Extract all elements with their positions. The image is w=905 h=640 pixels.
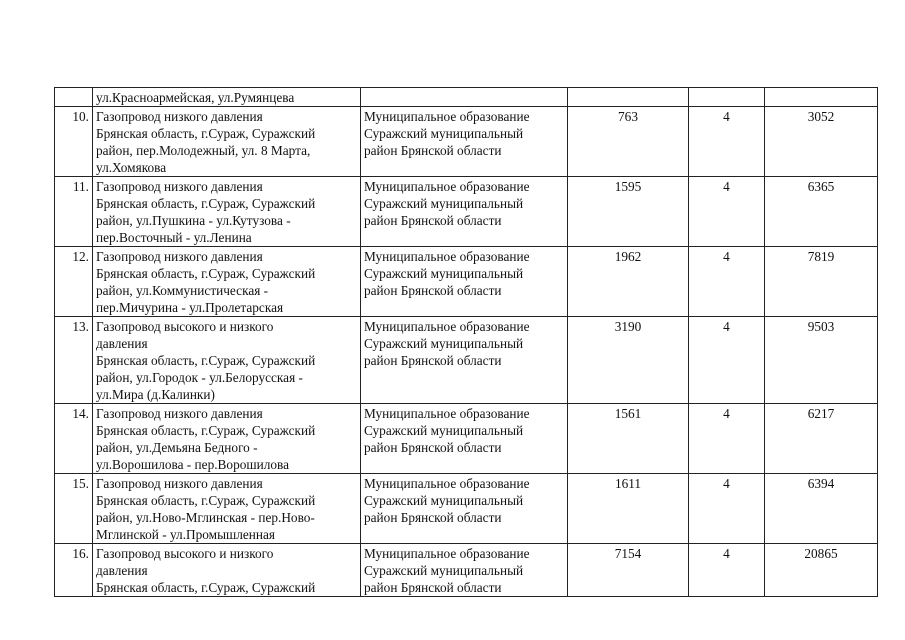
- owner-line: район Брянской области: [364, 353, 502, 368]
- cell-category: 4: [689, 404, 765, 474]
- owner-line: Суражский муниципальный: [364, 336, 524, 351]
- cell-number: 12.: [55, 247, 93, 317]
- cell-category: 4: [689, 177, 765, 247]
- cell-owner: [361, 107, 568, 177]
- cell-category: 4: [689, 474, 765, 544]
- table-row: [55, 474, 878, 544]
- cell-value: 9503: [765, 317, 878, 404]
- cell-owner: [361, 177, 568, 247]
- owner-line: Суражский муниципальный: [364, 126, 524, 141]
- table-row: [55, 177, 878, 247]
- name-line: Газопровод низкого давления: [96, 406, 263, 421]
- name-line: район, ул.Пушкина - ул.Кутузова -: [96, 213, 291, 228]
- name-line: пер.Мичурина - ул.Пролетарская: [96, 300, 284, 315]
- cell-length: 1561: [568, 404, 689, 474]
- name-line: давления: [96, 563, 148, 578]
- cell-name: [93, 404, 361, 474]
- owner-line: Муниципальное образование: [364, 476, 530, 491]
- owner-line: Муниципальное образование: [364, 109, 530, 124]
- cell-length: 1595: [568, 177, 689, 247]
- cell-name: [93, 474, 361, 544]
- name-line: Брянская область, г.Сураж, Суражский: [96, 580, 316, 595]
- cell-owner: [361, 474, 568, 544]
- cell-category: 4: [689, 544, 765, 597]
- owner-line: Муниципальное образование: [364, 546, 530, 561]
- cell-value: 6394: [765, 474, 878, 544]
- cell-value: 20865: [765, 544, 878, 597]
- table-row: [55, 107, 878, 177]
- cell-owner: [361, 404, 568, 474]
- name-line: ул.Хомякова: [96, 160, 167, 175]
- name-line: Газопровод низкого давления: [96, 249, 263, 264]
- cell-length: 7154: [568, 544, 689, 597]
- cell-category: [689, 88, 765, 107]
- name-line: Газопровод высокого и низкого: [96, 319, 274, 334]
- cell-owner: [361, 544, 568, 597]
- name-line: Газопровод высокого и низкого: [96, 546, 274, 561]
- owner-line: Суражский муниципальный: [364, 266, 524, 281]
- cell-name: [93, 107, 361, 177]
- cell-value: 3052: [765, 107, 878, 177]
- table-body: [55, 88, 878, 597]
- cell-name: [93, 88, 361, 107]
- name-line: ул.Ворошилова - пер.Ворошилова: [96, 457, 290, 472]
- cell-value: 7819: [765, 247, 878, 317]
- owner-line: район Брянской области: [364, 510, 502, 525]
- table-row: [55, 544, 878, 597]
- continuation-text: ул.Красноармейская, ул.Румянцева: [96, 90, 295, 105]
- name-line: Брянская область, г.Сураж, Суражский: [96, 493, 316, 508]
- cell-number: [55, 88, 93, 107]
- name-line: район, ул.Демьяна Бедного -: [96, 440, 258, 455]
- cell-length: 1611: [568, 474, 689, 544]
- cell-name: [93, 247, 361, 317]
- owner-line: Муниципальное образование: [364, 406, 530, 421]
- owner-line: район Брянской области: [364, 283, 502, 298]
- cell-value: [765, 88, 878, 107]
- table-row: [55, 317, 878, 404]
- name-line: Газопровод низкого давления: [96, 109, 263, 124]
- table-row: [55, 247, 878, 317]
- owner-line: Суражский муниципальный: [364, 196, 524, 211]
- cell-length: 3190: [568, 317, 689, 404]
- name-line: район, пер.Молодежный, ул. 8 Марта,: [96, 143, 311, 158]
- cell-owner: [361, 88, 568, 107]
- owner-line: Муниципальное образование: [364, 249, 530, 264]
- cell-value: 6217: [765, 404, 878, 474]
- name-line: Брянская область, г.Сураж, Суражский: [96, 423, 316, 438]
- owner-line: Суражский муниципальный: [364, 423, 524, 438]
- cell-length: 763: [568, 107, 689, 177]
- owner-line: район Брянской области: [364, 580, 502, 595]
- owner-line: район Брянской области: [364, 143, 502, 158]
- cell-number: 11.: [55, 177, 93, 247]
- cell-owner: [361, 317, 568, 404]
- cell-category: 4: [689, 107, 765, 177]
- cell-number: 16.: [55, 544, 93, 597]
- owner-line: Суражский муниципальный: [364, 563, 524, 578]
- cell-length: [568, 88, 689, 107]
- cell-number: 10.: [55, 107, 93, 177]
- cell-number: 13.: [55, 317, 93, 404]
- cell-number: 15.: [55, 474, 93, 544]
- owner-line: Суражский муниципальный: [364, 493, 524, 508]
- owner-line: Муниципальное образование: [364, 179, 530, 194]
- cell-value: 6365: [765, 177, 878, 247]
- gas-pipeline-registry-table: [54, 87, 878, 597]
- cell-name: [93, 544, 361, 597]
- cell-name: [93, 317, 361, 404]
- cell-category: 4: [689, 247, 765, 317]
- name-line: ул.Мира (д.Калинки): [96, 387, 215, 402]
- owner-line: Муниципальное образование: [364, 319, 530, 334]
- name-line: Брянская область, г.Сураж, Суражский: [96, 266, 316, 281]
- name-line: Газопровод низкого давления: [96, 476, 263, 491]
- name-line: Газопровод низкого давления: [96, 179, 263, 194]
- cell-name: [93, 177, 361, 247]
- name-line: Брянская область, г.Сураж, Суражский: [96, 353, 316, 368]
- cell-number: 14.: [55, 404, 93, 474]
- owner-line: район Брянской области: [364, 213, 502, 228]
- name-line: район, ул.Ново-Мглинская - пер.Ново-: [96, 510, 315, 525]
- cell-category: 4: [689, 317, 765, 404]
- owner-line: район Брянской области: [364, 440, 502, 455]
- name-line: давления: [96, 336, 148, 351]
- cell-length: 1962: [568, 247, 689, 317]
- name-line: район, ул.Коммунистическая -: [96, 283, 269, 298]
- name-line: район, ул.Городок - ул.Белорусская -: [96, 370, 303, 385]
- continuation-row: [55, 88, 878, 107]
- name-line: Мглинской - ул.Промышленная: [96, 527, 276, 542]
- name-line: Брянская область, г.Сураж, Суражский: [96, 126, 316, 141]
- cell-owner: [361, 247, 568, 317]
- table-row: [55, 404, 878, 474]
- name-line: пер.Восточный - ул.Ленина: [96, 230, 252, 245]
- name-line: Брянская область, г.Сураж, Суражский: [96, 196, 316, 211]
